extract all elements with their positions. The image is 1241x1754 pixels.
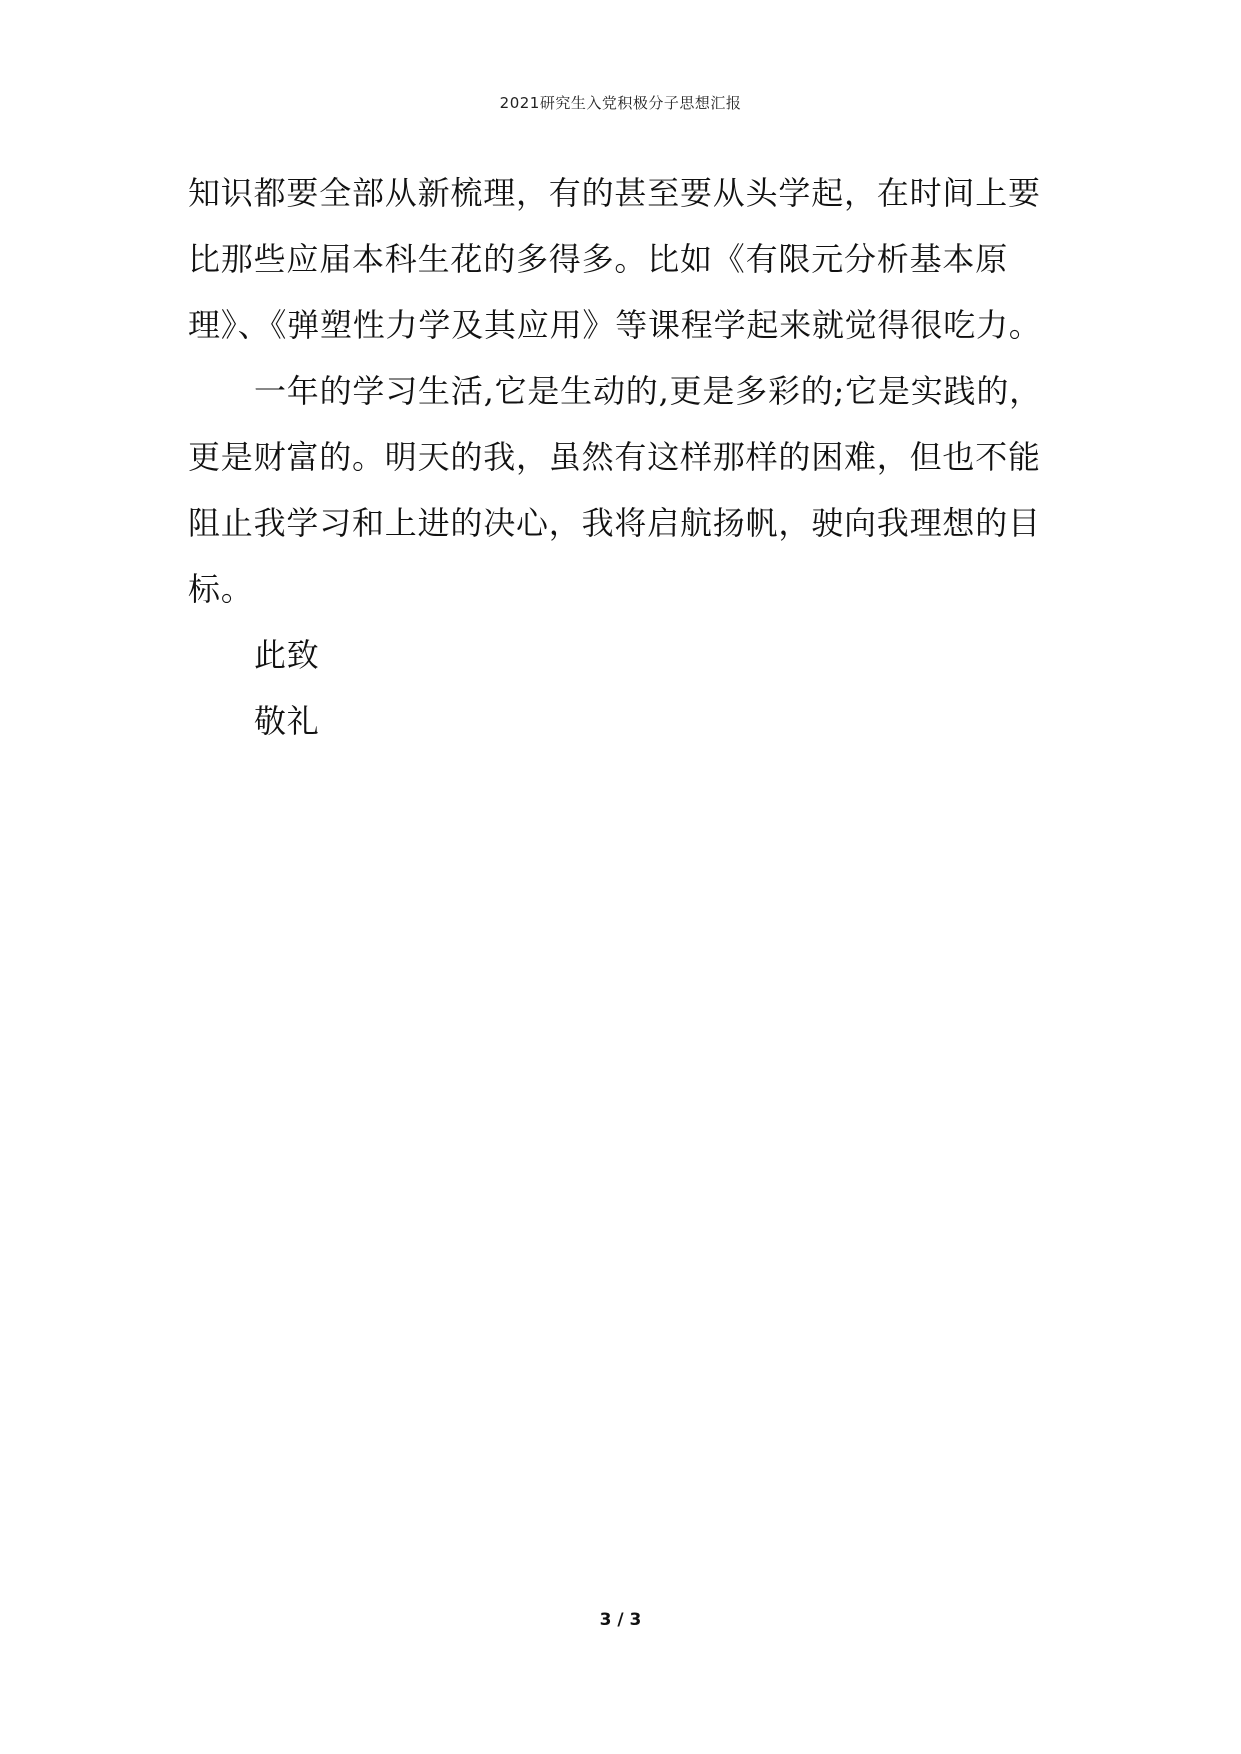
paragraph-line: 标。 — [188, 570, 254, 608]
document-body — [188, 160, 1068, 754]
paragraph-line: 一年的学习生活,它是生动的,更是多彩的;它是实践的， — [254, 372, 1042, 410]
paragraph-line: 更是财富的。明天的我，虽然有这样那样的困难，但也不能 — [188, 438, 1041, 476]
paragraph-line: 阻止我学习和上进的决心，我将启航扬帆，驶向我理想的目 — [188, 504, 1041, 542]
closing-regards: 敬礼 — [254, 702, 320, 740]
running-header: 2021研究生入党积极分子思想汇报 — [499, 94, 742, 112]
paragraph-line: 知识都要全部从新梳理，有的甚至要从头学起，在时间上要 — [188, 174, 1041, 212]
closing-salutation: 此致 — [254, 636, 320, 674]
paragraph-line: 比那些应届本科生花的多得多。比如《有限元分析基本原 — [188, 240, 1009, 278]
paragraph-line: 理》、《弹塑性力学及其应用》等课程学起来就觉得很吃力。 — [188, 306, 1042, 344]
page-number: 3 / 3 — [599, 1610, 642, 1630]
